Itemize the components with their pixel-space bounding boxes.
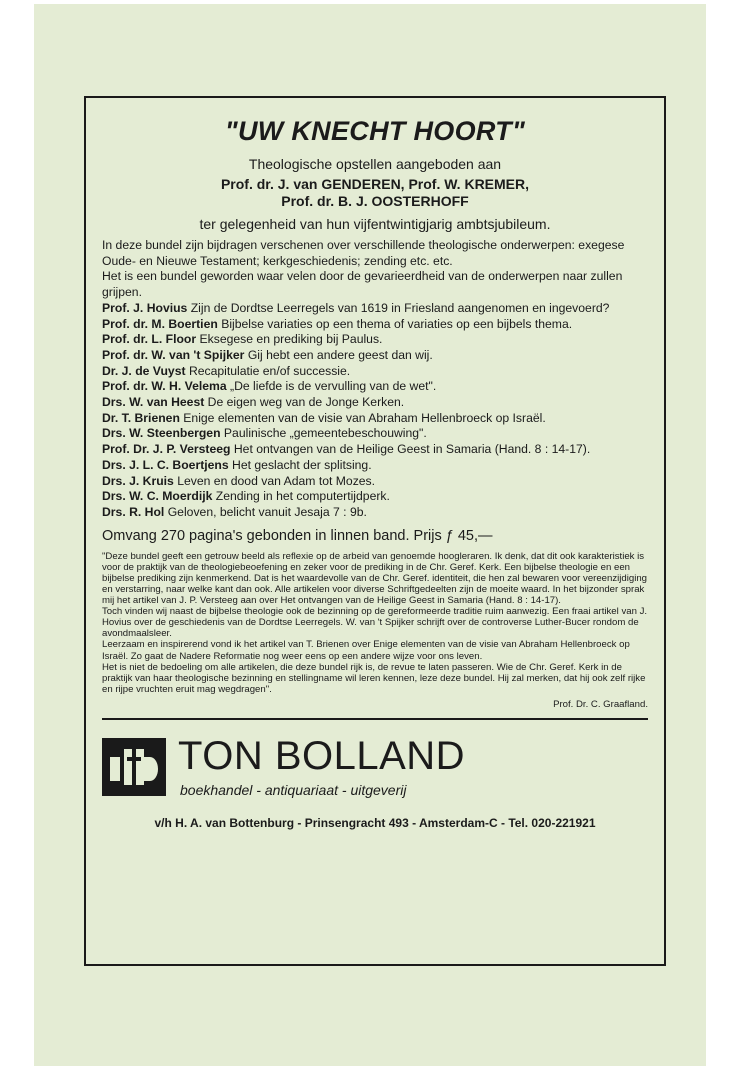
contents-author: Prof. dr. M. Boertien [102, 316, 218, 331]
contents-work: Het ontvangen van de Heilige Geest in Samaria (Hand. 8 : 14-17). [233, 442, 591, 457]
contents-item [102, 505, 648, 521]
contents-item [102, 332, 648, 348]
extent-and-price: Omvang 270 pagina's gebonden in linnen band. Prijs ƒ 45,— [102, 527, 493, 544]
publisher-address: v/h H. A. van Bottenburg - Prinsengracht 493 - Amsterdam-C - Tel. 020-221921 [154, 815, 596, 830]
contents-item [102, 442, 648, 458]
publisher-block [102, 734, 648, 798]
contents-item [102, 489, 648, 505]
contents-author: Drs. R. Hol [102, 504, 165, 519]
review-paragraph: Toch vinden wij naast de bijbelse theologie ook de bezinning op de gereformeerde traditie ruim aanwezig. Een fraai artikel van J. Hovius over de geschiedenis van de Dordtse Leerregels. W. van 't Spijker schrijft over de controverse Luther-Bucer rondom de avondmaalsleer. [102, 606, 648, 640]
contents-work: Geloven, belicht vanuit Jesaja 7 : 9b. [167, 504, 367, 519]
contents-work: De eigen weg van de Jonge Kerken. [207, 395, 405, 410]
contents-work: Paulinische „gemeentebeschouwing". [223, 426, 427, 441]
review-paragraph: Het is niet de bedoeling om alle artikelen, die deze bundel rijk is, de revue te laten passeren. Wie de Chr. Geref. Kerk in de praktijk van haar theologische bezinning en stellingname wil leren kennen, leze deze bundel. Hij zal merken, dat hij ook zelf rijke en rijpe vruchten eruit mag wegdragen". [102, 661, 646, 695]
contents-author: Drs. W. van Heest [102, 395, 205, 410]
review-signature: Prof. Dr. C. Graafland. [553, 698, 648, 710]
contents-author: Drs. W. Steenbergen [102, 426, 221, 441]
contents-work: Het geslacht der splitsing. [232, 457, 372, 472]
contents-work: Enige elementen van de visie van Abraham Hellenbroeck op Israël. [183, 410, 546, 425]
review-quote [102, 551, 648, 695]
intro-paragraph: Het is een bundel geworden waar velen door de gevarieerdheid van de onderwerpen naar zullen grijpen. [102, 269, 623, 300]
honorees-line-2: Prof. dr. B. J. OOSTERHOFF [281, 193, 469, 209]
review-paragraph: Leerzaam en inspirerend vond ik het artikel van T. Brienen over Enige elementen van de visie van Abraham Hellenbroeck op Israël. Zo gaat de Nadere Reformatie nog weer eens op een andere wijze voor ons leven. [102, 639, 630, 662]
contents-author: Drs. W. C. Moerdijk [102, 489, 213, 504]
intro-paragraph: In deze bundel zijn bijdragen verschenen over verschillende theologische onderwerpen: exegese Oude- en Nieuwe Testament; kerkgeschiedenis; zending etc. etc. [102, 238, 625, 268]
divider [102, 718, 648, 720]
review-paragraph: "Deze bundel geeft een getrouw beeld als reflexie op de arbeid van genoemde hoogleraren. Ik denk, dat dit ook karakteristiek is voor de praktijk van de theologiebeoefening en zeker voor de prediking in de Chr. Geref. Kerk. Een bijbelse theologie en een bijbelse prediking zijn kenmerkend. Dat is het waardevolle van de Chr. Geref. identiteit, die hen zal bewaren voor vereenzijdiging en verstarring, naar welke kant dan ook. Alle artikelen voor diverse Schriftgedeelten zijn de moeite waard. In het bijzonder sprak mij het artikel van J. P. Versteeg aan over Het ontvangen van de Heilige Geest in Samaria (Hand. 8 : 14-17). [102, 550, 648, 607]
contents-work: Leven en dood van Adam tot Mozes. [177, 473, 376, 488]
contents-item [102, 395, 648, 411]
contents-work: Zending in het computertijdperk. [215, 489, 390, 504]
honorees [102, 176, 648, 210]
contents-author: Drs. J. Kruis [102, 473, 174, 488]
contents-item [102, 411, 648, 427]
contents-item [102, 348, 648, 364]
contents-author: Drs. J. L. C. Boertjens [102, 457, 229, 472]
contents-author: Prof. dr. W. van 't Spijker [102, 347, 245, 362]
contents-item [102, 458, 648, 474]
contents-author: Dr. T. Brienen [102, 410, 180, 425]
contents-work: Recapitulatie en/of successie. [188, 363, 351, 378]
contents-item [102, 474, 648, 490]
contents-author: Prof. dr. L. Floor [102, 332, 197, 347]
publisher-tagline: boekhandel - antiquariaat - uitgeverij [180, 781, 407, 798]
occasion-line: ter gelegenheid van hun vijfentwintigjarig ambtsjubileum. [199, 216, 551, 232]
contents-work: Bijbelse variaties op een thema of variaties op een bijbels thema. [221, 316, 573, 331]
publisher-text [178, 734, 465, 798]
paper-page [34, 4, 706, 1066]
contents-item [102, 426, 648, 442]
book-subtitle: Theologische opstellen aangeboden aan [248, 156, 502, 172]
contents-work: „De liefde is de vervulling van de wet". [230, 379, 437, 394]
advertisement-frame [84, 96, 666, 966]
contents-author: Prof. J. Hovius [102, 300, 188, 315]
intro-text [102, 238, 648, 301]
contents-item [102, 301, 648, 317]
honorees-line-1: Prof. dr. J. van GENDEREN, Prof. W. KREMER, [220, 176, 530, 192]
contents-item [102, 364, 648, 380]
logo-glyph-icon [106, 743, 162, 791]
contents-work: Eksegese en prediking bij Paulus. [199, 332, 383, 347]
publisher-name: TON BOLLAND [178, 733, 466, 778]
contents-work: Zijn de Dordtse Leerregels van 1619 in Friesland aangenomen en ingevoerd? [190, 300, 610, 315]
contents-author: Dr. J. de Vuyst [102, 363, 186, 378]
contents-author: Prof. Dr. J. P. Versteeg [102, 442, 231, 457]
contents-item [102, 317, 648, 333]
ton-bolland-logo-icon [102, 738, 166, 796]
contents-list [102, 301, 648, 521]
contents-work: Gij hebt een andere geest dan wij. [247, 347, 433, 362]
contents-item [102, 379, 648, 395]
book-title: "UW KNECHT HOORT" [224, 116, 526, 146]
contents-author: Prof. dr. W. H. Velema [102, 379, 227, 394]
